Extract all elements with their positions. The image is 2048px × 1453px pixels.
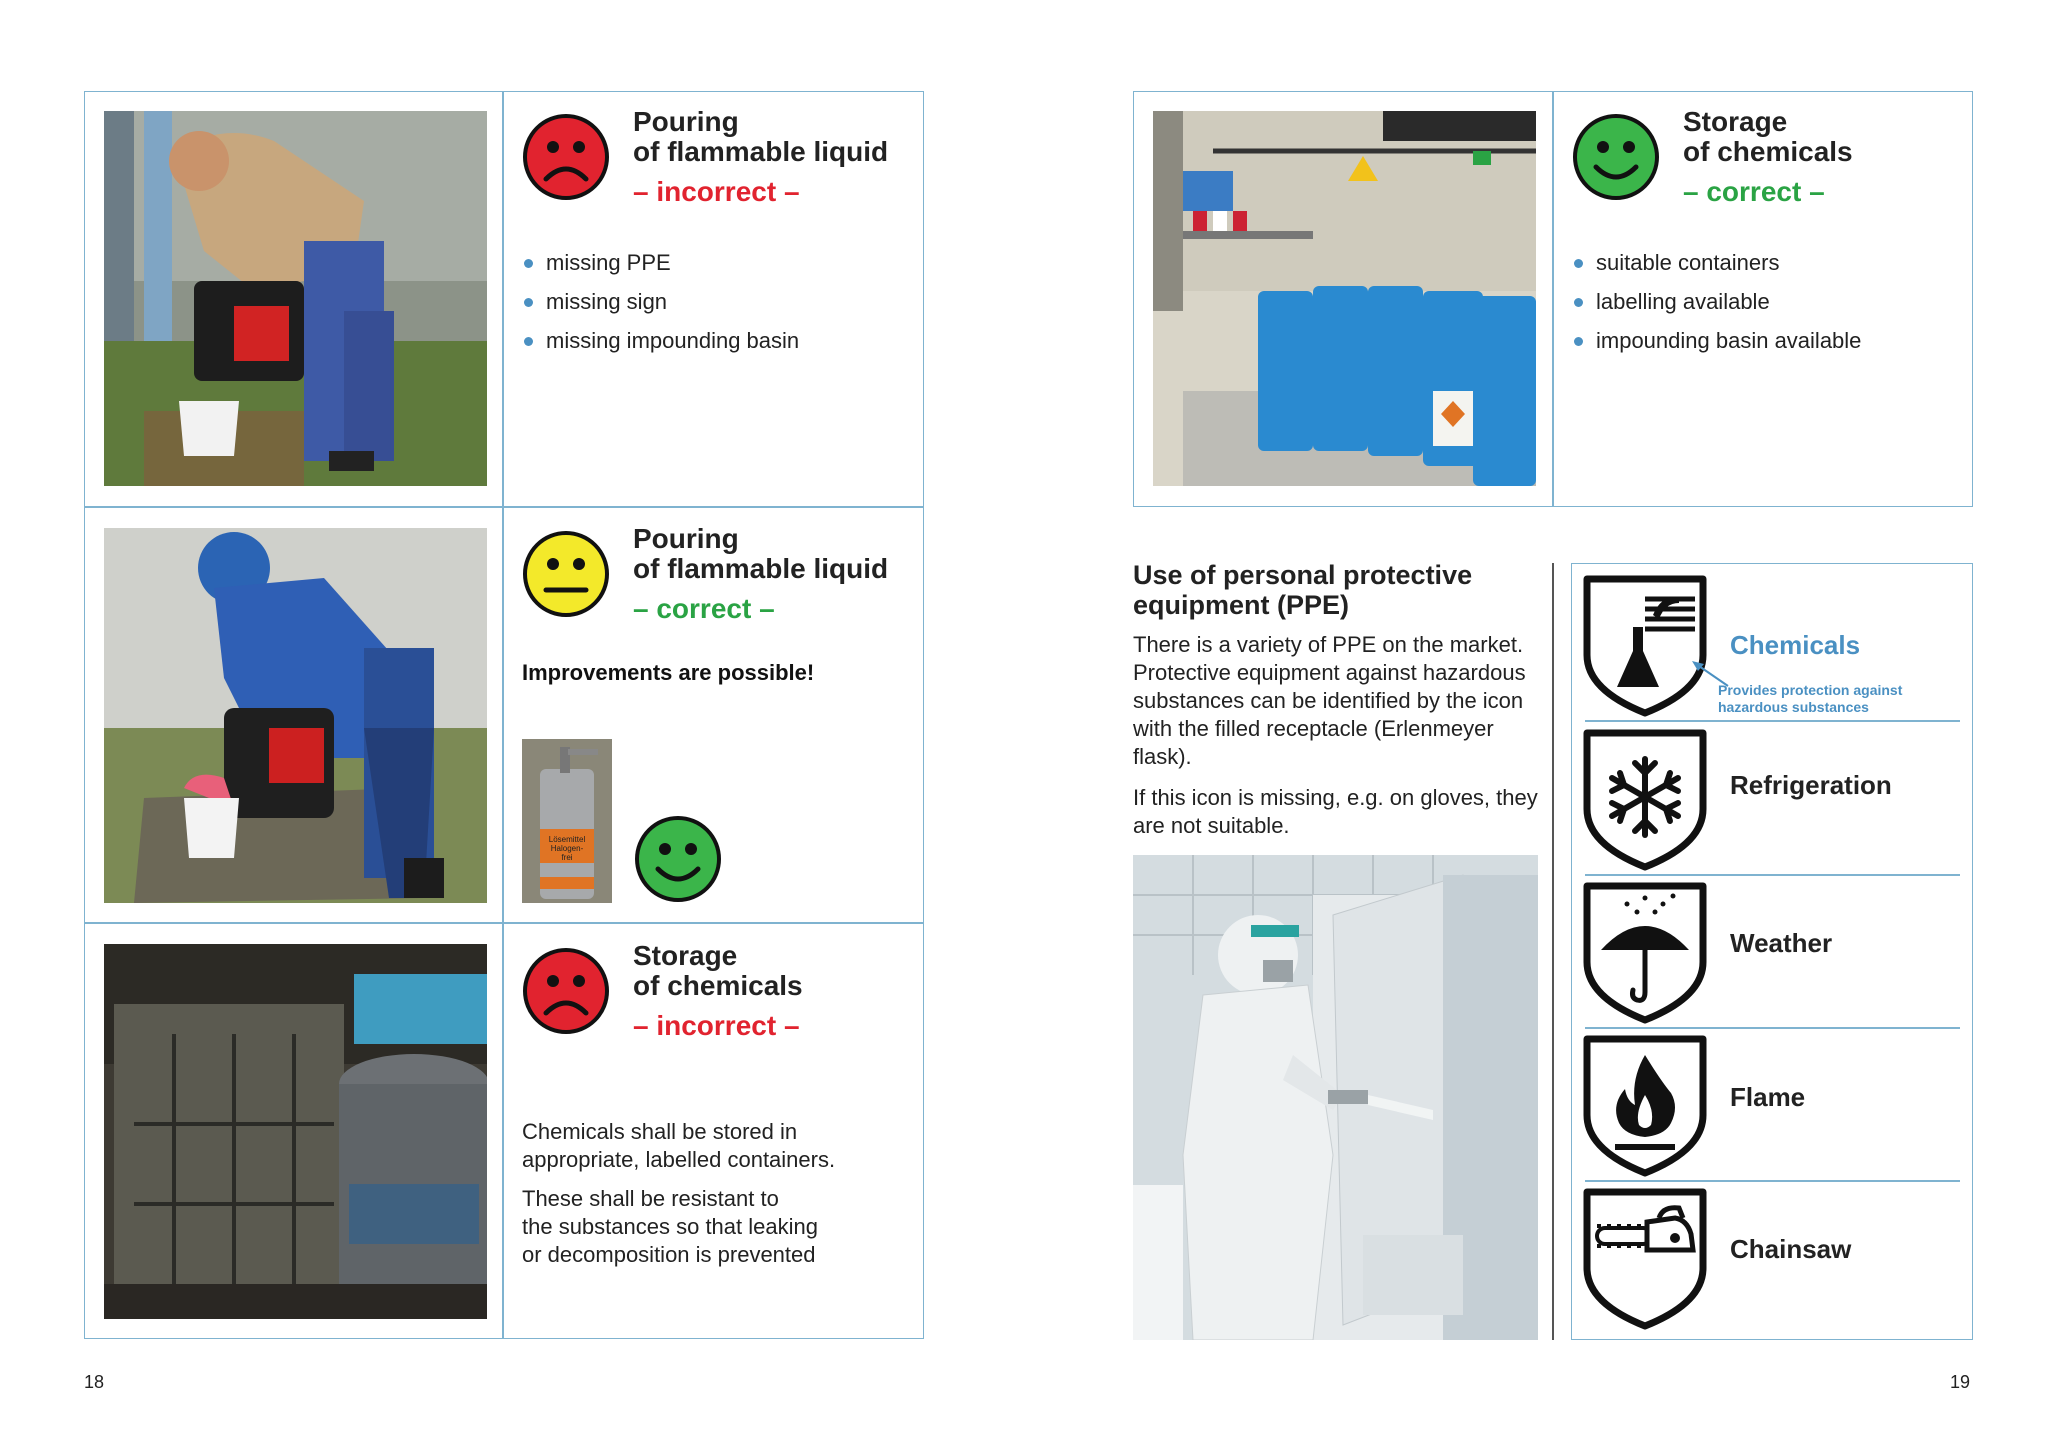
ppe-label-weather: Weather (1730, 928, 1833, 958)
row2-title: Pouring of flammable liquid (633, 523, 889, 584)
storage-correct-title: Storage of chemicals (1683, 106, 1853, 167)
photo-storage-incorrect (104, 944, 487, 1319)
sad-face-icon (522, 113, 610, 201)
ppe-icon-divider-1 (1585, 720, 1960, 722)
row1-bullet-list (522, 243, 799, 360)
left-table-column-divider (502, 91, 504, 1339)
storage-correct-bullet-list (1572, 243, 1861, 360)
storage-correct-verdict: – correct – (1683, 176, 1825, 207)
left-table-row-divider-2 (84, 922, 924, 924)
row3-verdict: – incorrect – (633, 1010, 800, 1041)
can-label-text-2: Halogen- (550, 844, 584, 853)
row1-title: Pouring of flammable liquid (633, 106, 889, 167)
sad-face-icon (522, 947, 610, 1035)
photo-safety-can (522, 739, 612, 903)
umbrella-icon (1583, 882, 1707, 1024)
row3-title: Storage of chemicals (633, 940, 803, 1001)
list-item: labelling available (1572, 282, 1861, 321)
improvement-note: Improvements are possible! (522, 660, 815, 685)
ppe-icon-divider-3 (1585, 1027, 1960, 1029)
page-number-left: 18 (84, 1372, 105, 1392)
ppe-paragraph-2: If this icon is missing, e.g. on gloves, they are not suitable. (1133, 785, 1538, 838)
page-number-right: 19 (1950, 1372, 1971, 1392)
callout-arrow-icon (1690, 660, 1730, 690)
ppe-icon-divider-4 (1585, 1180, 1960, 1182)
photo-storage-correct (1153, 111, 1536, 486)
photo-pouring-incorrect (104, 111, 487, 486)
list-item: impounding basin available (1572, 321, 1861, 360)
row2-verdict: – correct – (633, 593, 775, 624)
ppe-heading: Use of personal protective equipment (PPE) (1133, 560, 1473, 620)
list-item: missing impounding basin (522, 321, 799, 360)
list-item: suitable containers (1572, 243, 1861, 282)
happy-face-icon (634, 815, 722, 903)
neutral-face-icon (522, 530, 610, 618)
ppe-label-chemicals: Chemicals (1730, 630, 1861, 660)
list-item: missing PPE (522, 243, 799, 282)
storage-paragraph-1: Chemicals shall be stored in appropriate, labelled containers. (522, 1119, 836, 1172)
ppe-paragraph-1: There is a variety of PPE on the market. Protective equipment against hazardous substances can be identified by the icon with the filled receptacle (Erlenmeyer flask). (1133, 632, 1526, 769)
happy-face-icon (1572, 113, 1660, 201)
row1-verdict: – incorrect – (633, 176, 800, 207)
erlenmeyer-flask-icon (1583, 575, 1707, 717)
ppe-label-chainsaw: Chainsaw (1730, 1234, 1852, 1264)
flame-icon (1583, 1035, 1707, 1177)
photo-protective-suit-worker (1133, 855, 1538, 1340)
list-item: missing sign (522, 282, 799, 321)
ppe-label-refrigeration: Refrigeration (1730, 770, 1892, 800)
left-table-row-divider-1 (84, 506, 924, 508)
ppe-column-divider (1552, 563, 1554, 1340)
photo-pouring-correct (104, 528, 487, 903)
can-label-text-3: frei (561, 853, 573, 862)
ppe-icon-divider-2 (1585, 874, 1960, 876)
snowflake-icon (1583, 729, 1707, 871)
ppe-desc-chemicals: Provides protection against hazardous substances (1718, 682, 1903, 715)
storage-paragraph-2: These shall be resistant to the substances so that leaking or decomposition is prevented (522, 1186, 818, 1267)
ppe-label-flame: Flame (1730, 1082, 1806, 1112)
chainsaw-icon (1583, 1188, 1707, 1330)
storage-table-column-divider (1552, 91, 1554, 507)
can-label-text-1: Lösemittel (548, 835, 586, 844)
